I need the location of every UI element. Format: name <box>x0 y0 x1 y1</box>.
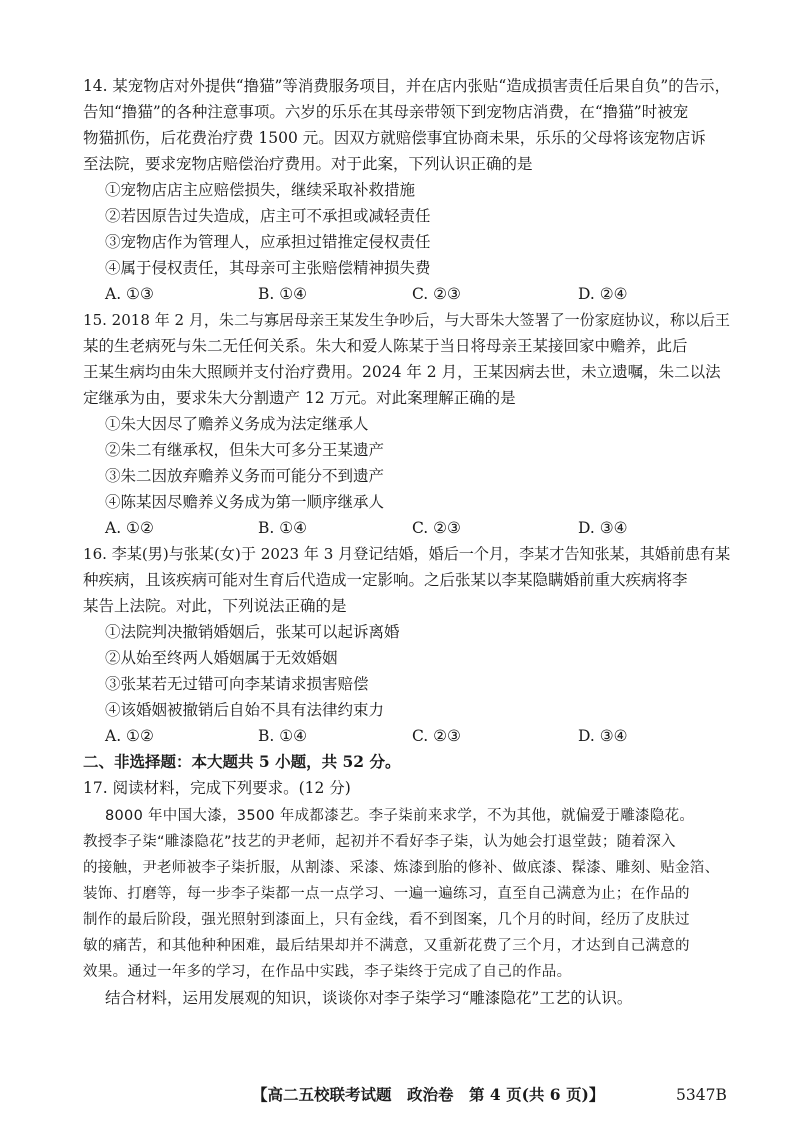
q16-stem-line-3: 某告上法院。对此，下列说法正确的是 <box>83 597 347 615</box>
q17-material-line-7: 效果。通过一年多的学习，在作品中实践，李子柒终于完成了自己的作品。 <box>83 964 572 980</box>
q14-stem-line-4: 至法院，要求宠物店赔偿治疗费用。对于此案，下列认识正确的是 <box>83 155 533 173</box>
footer-exam-info: 【高二五校联考试题 政治卷 第 4 页(共 6 页)】 <box>252 1085 605 1104</box>
q16-choice-d: D. ③④ <box>578 727 628 745</box>
q14-choice-a: A. ①③ <box>105 285 154 303</box>
q15-stem-line-2: 某的生老病死与朱二无任何关系。朱大和爱人陈某于当日将母亲王某接回家中赡养，此后 <box>83 337 688 355</box>
footer-paper-code: 5347B <box>676 1086 727 1104</box>
section-2-heading: 二、非选择题：本大题共 5 小题，共 52 分。 <box>83 752 401 771</box>
q14-choice-c: C. ②③ <box>412 285 461 303</box>
q15-choice-d: D. ③④ <box>578 519 628 537</box>
q17-material-line-4: 装饰、打磨等，每一步李子柒都一点一点学习、一遍一遍练习，直至自己满意为止；在作品的 <box>83 886 690 902</box>
q17-material-line-5: 制作的最后阶段，强光照射到漆面上，只有金线，看不到图案，几个月的时间，经历了皮肤过 <box>83 912 690 928</box>
q14-choice-b: B. ①④ <box>258 285 308 303</box>
q14-choice-d: D. ②④ <box>578 285 628 303</box>
q16-choice-b: B. ①④ <box>258 727 308 745</box>
q16-stem-line-1: 16. 李某(男)与张某(女)于 2023 年 3 月登记结婚，婚后一个月，李某才告知张某，其婚前患有某 <box>83 545 731 563</box>
q17-material-line-3: 的接触，尹老师被李子柒折服，从割漆、采漆、炼漆到胎的修补、做底漆、髹漆、雕刻、贴金箔、 <box>83 860 720 876</box>
q14-stem-line-2: 告知“撸猫”的各种注意事项。六岁的乐乐在其母亲带领下到宠物店消费，在“撸猫”时被宠 <box>83 103 689 121</box>
q16-option-4: ④该婚姻被撤销后自始不具有法律约束力 <box>105 701 385 719</box>
q17-requirement: 结合材料，运用发展观的知识，谈谈你对李子柒学习“雕漆隐花”工艺的认识。 <box>105 989 633 1007</box>
q16-option-2: ②从始至终两人婚姻属于无效婚姻 <box>105 649 338 667</box>
q15-stem-line-1: 15. 2018 年 2 月，朱二与寡居母亲王某发生争吵后，与大哥朱大签署了一份家庭协议，称以后王 <box>83 311 730 329</box>
q14-stem-line-1: 14. 某宠物店对外提供“撸猫”等消费服务项目，并在店内张贴“造成损害责任后果自负”的告示， <box>83 77 730 95</box>
q14-stem-line-3: 物猫抓伤，后花费治疗费 1500 元。因双方就赔偿事宜协商未果，乐乐的父母将该宠物店诉 <box>83 129 706 147</box>
q15-stem-line-4: 定继承为由，要求朱大分割遗产 12 万元。对此案理解正确的是 <box>83 389 516 407</box>
q16-stem-line-2: 种疾病，且该疾病可能对生育后代造成一定影响。之后张某以李某隐瞒婚前重大疾病将李 <box>83 571 688 589</box>
q17-material-line-6: 敏的痛苦，和其他种种困难，最后结果却并不满意，又重新花费了三个月，才达到自己满意的 <box>83 938 690 954</box>
q16-answer-choices <box>105 723 665 749</box>
q17-stem: 17. 阅读材料，完成下列要求。(12 分) <box>83 779 351 797</box>
q14-option-3: ③宠物店作为管理人，应承担过错推定侵权责任 <box>105 233 431 251</box>
q15-option-4: ④陈某因尽赡养义务成为第一顺序继承人 <box>105 493 385 511</box>
q17-material-line-1: 8000 年中国大漆，3500 年成都漆艺。李子柒前来求学，不为其他，就偏爱于雕漆隐花。 <box>105 808 695 824</box>
q16-choice-a: A. ①② <box>105 727 154 745</box>
q15-stem-line-3: 王某生病均由朱大照顾并支付治疗费用。2024 年 2 月，王某因病去世，未立遗嘱，朱二以法 <box>83 363 721 381</box>
q14-option-4: ④属于侵权责任，其母亲可主张赔偿精神损失费 <box>105 259 431 277</box>
q15-answer-choices <box>105 515 665 541</box>
q15-choice-c: C. ②③ <box>412 519 461 537</box>
q15-option-2: ②朱二有继承权，但朱大可多分王某遗产 <box>105 441 385 459</box>
q16-option-1: ①法院判决撤销婚姻后，张某可以起诉离婚 <box>105 623 400 641</box>
q15-choice-b: B. ①④ <box>258 519 308 537</box>
q15-option-3: ③朱二因放弃赡养义务而可能分不到遗产 <box>105 467 385 485</box>
q16-choice-c: C. ②③ <box>412 727 461 745</box>
q14-option-2: ②若因原告过失造成，店主可不承担或减轻责任 <box>105 207 431 225</box>
q16-option-3: ③张某若无过错可向李某请求损害赔偿 <box>105 675 369 693</box>
q15-option-1: ①朱大因尽了赡养义务成为法定继承人 <box>105 415 369 433</box>
q17-material-line-2: 教授李子柒“雕漆隐花”技艺的尹老师，起初并不看好李子柒，认为她会打退堂鼓；随着深入 <box>83 834 676 850</box>
q14-answer-choices <box>105 281 665 307</box>
q15-choice-a: A. ①② <box>105 519 154 537</box>
page-footer <box>0 1082 800 1108</box>
q14-option-1: ①宠物店店主应赔偿损失，继续采取补救措施 <box>105 181 416 199</box>
